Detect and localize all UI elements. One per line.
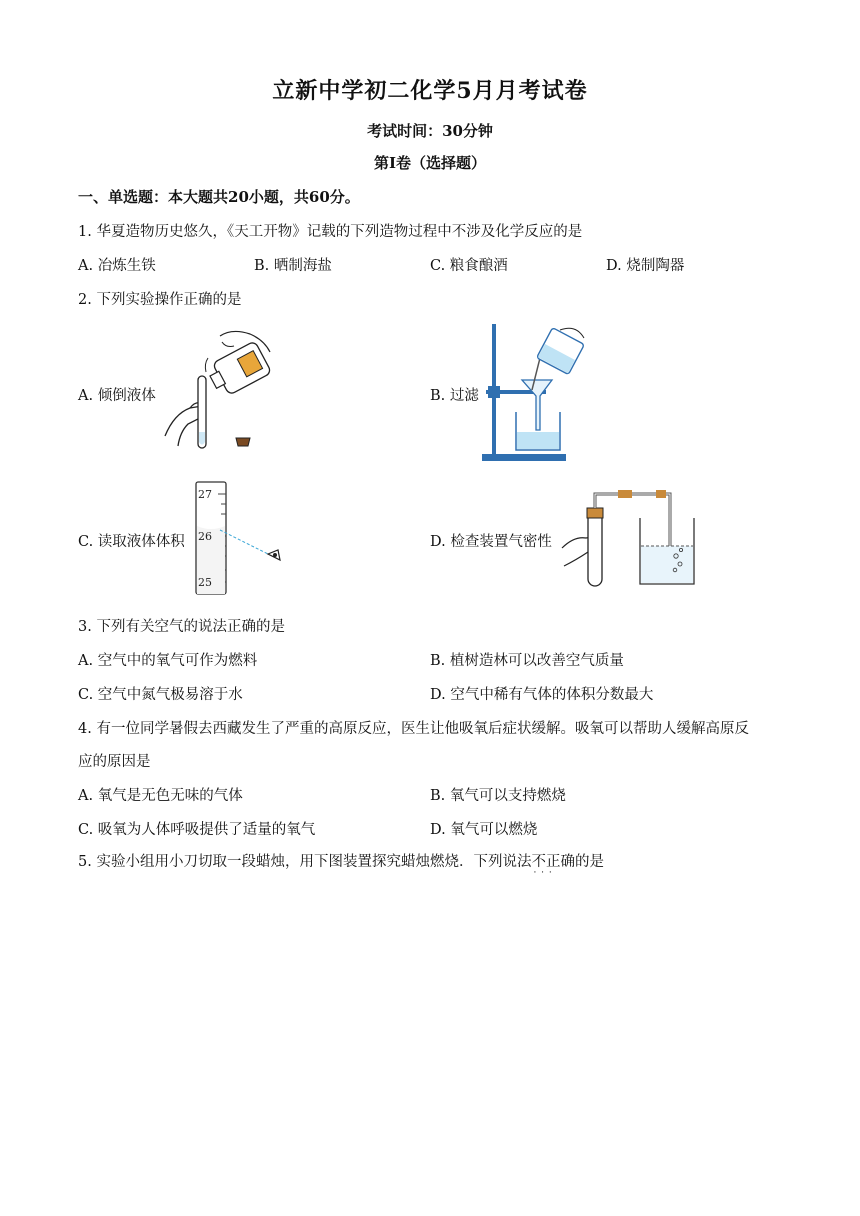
q2-option-a: A. 倾倒液体 (78, 388, 156, 404)
q5-stem-before: 5. 实验小组用小刀切取一段蜡烛，用下图装置探究蜡烛燃烧．下列说法 (78, 854, 532, 870)
question-4-stem-line2: 应的原因是 (78, 754, 151, 770)
question-2-stem: 2. 下列实验操作正确的是 (78, 292, 242, 308)
q1-option-b: B. 晒制海盐 (254, 258, 332, 274)
q3-option-a: A. 空气中的氧气可作为燃料 (78, 653, 258, 669)
exam-title: 立新中学初二化学5月月考试卷 (272, 78, 588, 104)
q4-option-d: D. 氧气可以燃烧 (430, 822, 538, 838)
q4-option-b: B. 氧气可以支持燃烧 (430, 788, 566, 804)
question-4-stem-line1: 4. 有一位同学暑假去西藏发生了严重的高原反应，医生让他吸氧后症状缓解。吸氧可以帮助人缓解高原反 (78, 721, 749, 737)
exam-time: 考试时间：30分钟 (367, 122, 493, 140)
q2-option-d: D. 检查装置气密性 (430, 534, 552, 550)
question-1-stem: 1. 华夏造物历史悠久，《天工开物》记载的下列造物过程中不涉及化学反应的是 (78, 224, 583, 240)
graduated-cylinder-figure (190, 478, 290, 598)
q1-option-d: D. 烧制陶器 (606, 258, 685, 274)
section-heading: 一、单选题：本大题共20小题，共60分。 (78, 188, 360, 206)
cylinder-tick-25: 25 (198, 576, 212, 589)
q5-stem-emphasis: 不正确 · · · (531, 854, 575, 870)
pouring-liquid-figure (160, 328, 280, 452)
cylinder-tick-27: 27 (198, 488, 212, 501)
q2-option-b: B. 过滤 (430, 388, 479, 404)
airtightness-check-figure (560, 486, 700, 590)
exam-volume: 第Ⅰ卷（选择题） (373, 154, 487, 172)
question-3-stem: 3. 下列有关空气的说法正确的是 (78, 619, 285, 635)
question-5-stem (78, 850, 604, 871)
q4-option-a: A. 氧气是无色无味的气体 (78, 788, 243, 804)
q5-stem-after: 的是 (574, 854, 604, 870)
q2-option-c: C. 读取液体体积 (78, 534, 185, 550)
q3-option-c: C. 空气中氮气极易溶于水 (78, 687, 243, 703)
cylinder-tick-26: 26 (198, 530, 212, 543)
q3-option-d: D. 空气中稀有气体的体积分数最大 (430, 687, 654, 703)
q4-option-c: C. 吸氧为人体呼吸提供了适量的氧气 (78, 822, 316, 838)
q1-option-a: A. 冶炼生铁 (78, 258, 156, 274)
q3-option-b: B. 植树造林可以改善空气质量 (430, 653, 624, 669)
q1-option-c: C. 粮食酿酒 (430, 258, 508, 274)
filtration-figure (480, 320, 590, 464)
